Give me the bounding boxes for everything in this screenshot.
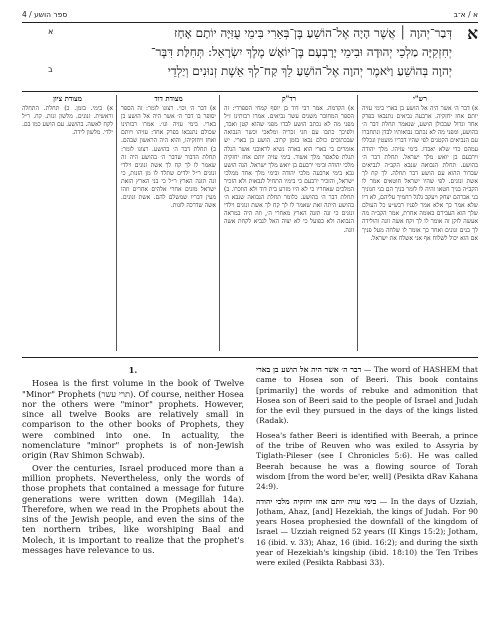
metzudas-dovid-text: א) דבר ה׳ וכו׳. רצונו לומר: זה הספר יסופר בו דבר ה׳ אשר היה אל הושע בן בארי. בימי עזיה וגו׳. אמרו רבותינו שכולם נתנבאו בפרק אחד: עזיהו ויותם ואחז ויחזקיהו, והוא היה הראשון שבהם. ב) תחלת דבר ה׳ בהושע. רצונו לומר: תחלת הדבור שדבר ה׳ בהושע היה זה שאמר לו לך קח לך אשת זנונים וילדי זנונים ר״ל ילדים שתלד לו מן הזנות, כי זנה תזנה הארץ ר״ל כי בני הארץ הזאת ישראל מזנים אחרי אלהים אחרים וזהו מעין דבריו שמשלם להם. אשת זנונים. אשה שדרכה לזנות.	[121, 105, 216, 210]
scripture-verses	[22, 24, 478, 88]
column-divider	[219, 95, 220, 351]
metzudas-dovid-column	[121, 95, 216, 351]
rashi-text: א) דבר ה׳ אשר היה אל הושע בן בארי בימי עזיה יותם אחז יחזקיה. ארבעה נביאים נתנבאו בפרק אחד וגדול שבכולן הושע, שנאמר תחלת דבר ה׳ בהושע, ומפני מה לא נכתבו נבואותיו לבדן ונתחברו עם הנביאים הקטנים לפי שהיו דבריו מועטין ונכללו עמהם כדי שלא יאבדו. בימי עזיהו. מלך יהודה וירבעם בן יואש מלך ישראל. תחלת דבר ה׳ בהושע. תחלת הנבואה שנבא הקב״ה לנביאים שבדור ההוא עם הושע דבר תחלה. לך קח לך אשת זנונים. לפי שהיו ישראל חוטאים אמר לו הקב״ה בניך חטאו והיה לו לומר בניך הם בני חנוניך בני אברהם יצחק ויעקב גלגל רחמיך עליהם, לא דיו שלא אמר כך אלא אמר לפניו רבש״ע כל העולם שלך הוא העבירם באומה אחרת, אמר הקב״ה מה אעשה לזקן זה אומר לו לך וקח אשה זונה והולידה לך בנים זנונים ואחר כך אומר לו שלחה מעל פניך אם הוא יכול לשלוח אף אני אשלח את ישראל.	[362, 105, 478, 242]
note-paragraph-2: Over the centuries, Israel produced more than a million prophets. Nevertheless, only the words of those prophets that contained a message for future generations were written down (Megillah 14a). Therefore, when we read in the Prophets about the sins of the Jewish people, and even the sins of the ten northern tribes, like worshiping Baal and Molech, it is important to realize that the prophet's messages have relevance to us.	[22, 462, 244, 556]
footnote-3	[256, 497, 478, 569]
metzudas-zion-column	[22, 95, 113, 351]
english-insight-note	[22, 365, 244, 609]
page-header	[22, 10, 478, 22]
page-number-title: 4 / ספר הושע	[22, 10, 68, 19]
note-paragraph-1: Hosea is the first volume in the book of Twelve "Minor" Prophets (תרי עשר). Of course, neither Hosea nor the others were "minor" prophets. However, since all twelve Books are relatively small in comparison to the other books of Prophets, they were combined into one. In actuality, the nomenclature "minor" prophets is of non-Jewish origin (Rav Shimon Schwab).	[22, 378, 244, 461]
footnote-1-text: — The word of HASHEM that came to Hosea son of Beeri. This book contains [primarily] the words of rebuke and admonition that Hosea son of Beeri said to the people of Israel and Judah for the evil they pursued in the days of the kings listed (Radak).	[256, 365, 478, 426]
metzudas-zion-title: מצודת ציון	[53, 95, 82, 103]
verse-number-1: א	[48, 27, 54, 36]
header-rule	[22, 22, 478, 23]
column-divider	[116, 95, 117, 351]
footnote-2: Hosea's father Beeri is identified with Beerah, a prince of the tribe of Reuven who was exiled to Assyria by Tiglath-Pileser (see I Chronicles 5:6). He was called Beerah because he was a flowing source of Torah wisdom [from the word be'er, well] (Pesikta dRav Kahana 24:9).	[256, 430, 478, 492]
footnote-3-text: — In the days of Uzziah, Jotham, Ahaz, [and] Hezekiah, the kings of Judah. For 90 years Hosea prophesied the downfall of the kingdom of Israel — Uzziah reigned 52 years (II Kings 15:2); Jotham, 16 (ibid. v. 33); Ahaz, 16 (ibid. 16:2); and during the sixth year of Hezekiah's kingship (ibid. 18:10) the Ten Tribes were exiled (Pesikta Rabbasi 33).	[256, 496, 478, 568]
note-number: 1.	[128, 365, 138, 375]
verse-rule	[22, 91, 478, 92]
rashi-title: רש"י	[413, 95, 427, 103]
hebrew-commentaries	[22, 95, 478, 351]
chapter-verse-ref: א / א־ב	[453, 10, 478, 19]
chapter-number: א	[467, 24, 478, 44]
verse-line-3: יְהוָה בְּהוֹשֵׁעַ וַיֹּאמֶר יְהוָה אֶל־הוֹשֵׁעַ לֵךְ קַח־לְךָ אֵשֶׁת זְנוּנִים וְיַלְדֵי	[167, 64, 452, 78]
radak-column	[224, 95, 354, 351]
english-notes	[22, 365, 478, 609]
footnote-3-lead: בימי עזיה יותם אחז יחזקיה מלכי יהודה	[256, 496, 377, 506]
metzudas-zion-text: א) בימי. בזמן. ב) תחלת. התחלה וראשית. זנונים. מלשון זנות. קח. ר״ל לקח לאשה. בהושע. עם הושע כמו בם. ילדי. מלשון לידה.	[22, 105, 113, 137]
commentary-rule	[22, 357, 478, 358]
rashi-column	[362, 95, 478, 351]
radak-text: א) הקדמה. אמר רבי דוד בן יוסף קמחי הספרדי: זה הספר המחובר משנים עשר נביאים. אמרו רבותינו ז״ל מפני מה לא נכתב הושע לבדו מפני שהוא קטן ואבד, ולפיכך כתבו עם חגי זכריה ומלאכי וכשר הנבואה שבכתובים כולם נבאו בזמן קרוב. הושע בן בארי. יש אומרים כי בארי הוא בארה נשיא לראובני אשר הגלה תגלת פלאסר מלך אשור. בימי עזיה יותם אחז יחזקיה מלכי יהודה ובימי ירבעם בן יואש מלך ישראל. הנה הושע נבא בימי ארבעה מלכי יהודה ובימי מלך אחד ממלכי ישראל, והזכיר ירבעם כי בימיו התחיל לנבאות ולא הזכיר המלכים שאחריו כי לא היו מזרע בית דוד ולא הוזכרו. ב) תחלת דבר ה׳ בהושע. כלומר תחלת הנבואה שנבא ה׳ בהושע היתה זאת שאמר לו לך קח לך אשת זנונים וילדי זנונים כי זנה תזנה הארץ מאחרי ה׳, וזה היה במראה הנבואה ולא בפועל כי לא יצוה האל לנביא לקחת אשה זונה.	[224, 105, 354, 234]
verse-line-2: יְחִזְקִיָּה מַלְכֵי יְהוּדָה וּבִימֵי יָרָבְעָם בֶּן־יוֹאָשׁ מֶלֶךְ יִשְׂרָאֵל: תְּחִלַּת דִּבֶּר־	[150, 45, 452, 59]
verse-line-1: דְּבַר־יְהוָה ׀ אֲשֶׁר הָיָה אֶל־הוֹשֵׁעַ בֶּן־בְּאֵרִי בִּימֵי עֻזִּיָּה יוֹתָם אָחָז	[174, 26, 452, 40]
verse-number-2: ב	[48, 65, 53, 74]
english-footnotes	[256, 365, 478, 609]
radak-title: רד"ק	[281, 95, 297, 103]
footnote-1-lead: דבר ה׳ אשר היה אל הושע בן בארי	[256, 365, 362, 374]
footnote-1	[256, 365, 478, 427]
metzudas-dovid-title: מצודת דוד	[154, 95, 183, 103]
column-divider	[357, 95, 358, 351]
